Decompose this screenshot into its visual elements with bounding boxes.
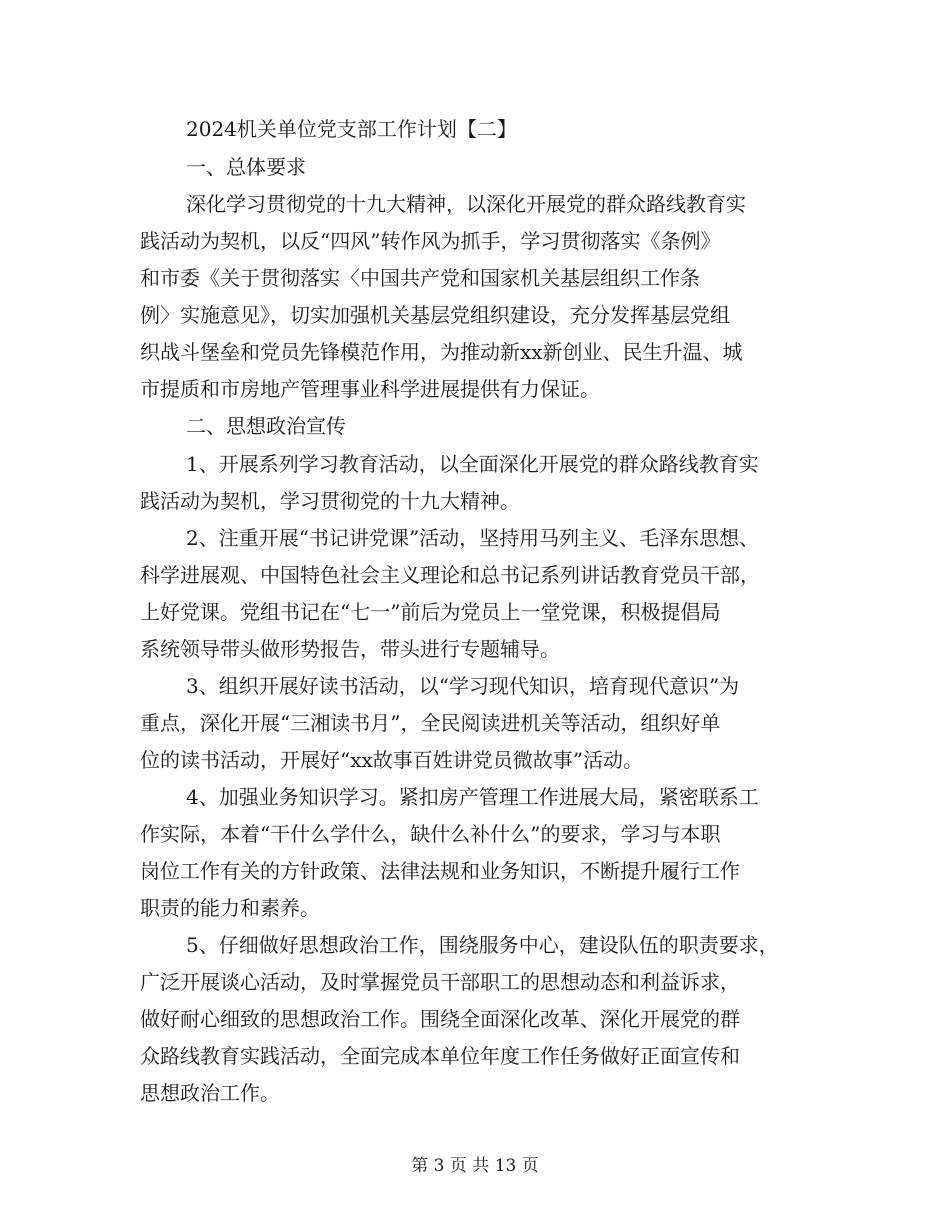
paragraph-line: 3、组织开展好读书活动，以“学习现代知识，培育现代意识”为 (186, 674, 740, 698)
paragraph-line: 和市委《关于贯彻落实〈中国共产党和国家机关基层组织工作条 (140, 266, 700, 290)
section-heading: 一、总体要求 (186, 155, 306, 179)
paragraph-line: 众路线教育实践活动，全面完成本单位年度工作任务做好正面宣传和 (140, 1044, 740, 1068)
paragraph-line: 科学进展观、中国特色社会主义理论和总书记系列讲话教育党员干部， (140, 563, 760, 587)
page-number-footer: 第 3 页 共 13 页 (411, 1156, 539, 1176)
paragraph-line: 职责的能力和素养。 (140, 896, 320, 920)
document-title: 2024机关单位党支部工作计划【二】 (186, 117, 517, 141)
section-heading: 二、思想政治宣传 (186, 414, 346, 438)
paragraph-line: 践活动为契机，以反“四风”转作风为抓手，学习贯彻落实《条例》 (140, 229, 721, 253)
paragraph-line: 思想政治工作。 (140, 1081, 280, 1105)
paragraph-line: 深化学习贯彻党的十九大精神，以深化开展党的群众路线教育实 (186, 192, 746, 216)
paragraph-line: 作实际，本着“干什么学什么，缺什么补什么”的要求，学习与本职 (140, 822, 721, 846)
paragraph-line: 重点，深化开展“三湘读书月”，全民阅读进机关等活动，组织好单 (140, 711, 721, 735)
paragraph-line: 践活动为契机，学习贯彻党的十九大精神。 (140, 489, 520, 513)
paragraph-line: 4、加强业务知识学习。紧扣房产管理工作进展大局，紧密联系工 (186, 785, 759, 809)
paragraph-line: 上好党课。党组书记在“七一”前后为党员上一堂党课，积极提倡局 (140, 600, 721, 624)
paragraph-line: 1、开展系列学习教育活动，以全面深化开展党的群众路线教育实 (186, 452, 759, 476)
paragraph-line: 2、注重开展“书记讲党课”活动，坚持用马列主义、毛泽东思想、 (186, 526, 760, 550)
paragraph-line: 广泛开展谈心活动，及时掌握党员干部职工的思想动态和利益诉求， (140, 970, 740, 994)
paragraph-line: 例〉实施意见》，切实加强机关基层党组织建设，充分发挥基层党组 (140, 303, 730, 327)
paragraph-line: 5、仔细做好思想政治工作，围绕服务中心，建设队伍的职责要求， (186, 933, 779, 957)
paragraph-line: 做好耐心细致的思想政治工作。围绕全面深化改革、深化开展党的群 (140, 1007, 740, 1031)
paragraph-line: 岗位工作有关的方针政策、法律法规和业务知识，不断提升履行工作 (140, 859, 740, 883)
paragraph-line: 织战斗堡垒和党员先锋模范作用，为推动新xx新创业、民生升温、城 (140, 340, 743, 364)
paragraph-line: 系统领导带头做形势报告，带头进行专题辅导。 (140, 637, 560, 661)
paragraph-line: 位的读书活动，开展好“xx故事百姓讲党员微故事”活动。 (140, 748, 644, 772)
paragraph-line: 市提质和市房地产管理事业科学进展提供有力保证。 (140, 377, 600, 401)
